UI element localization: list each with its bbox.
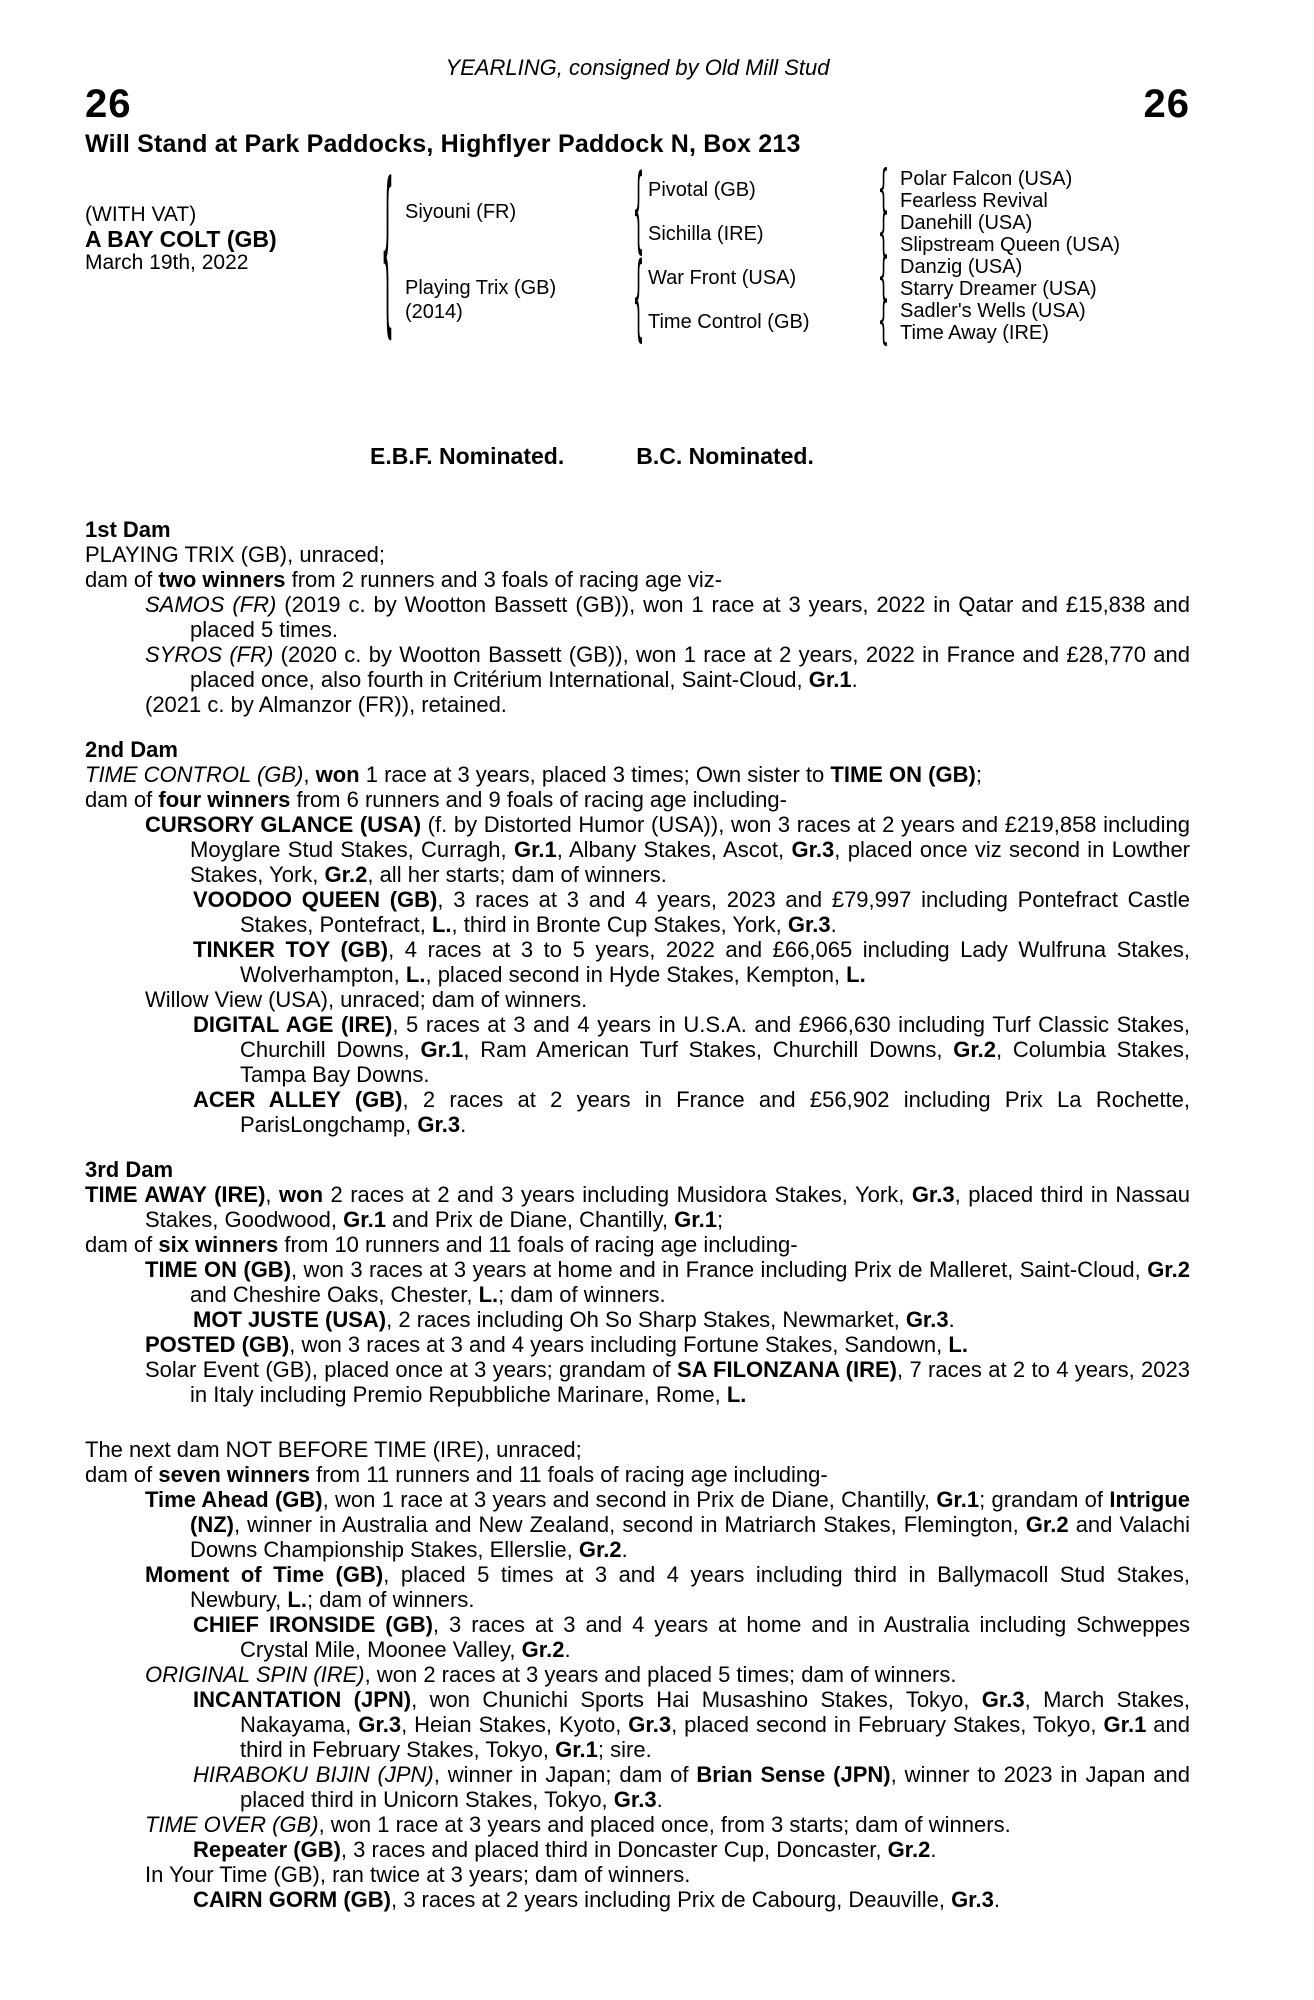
entry-text-segment: , won 1 race at 3 years and placed once, from 3 starts; dam of winners.	[318, 1812, 1011, 1837]
entry-text-segment: Brian Sense (JPN)	[696, 1762, 891, 1787]
pedigree-entry	[85, 937, 1190, 987]
entry-text-segment: , won 1 race at 3 years and second in Prix de Diane, Chantilly,	[322, 1487, 937, 1512]
entry-text-segment: Gr.1	[420, 1037, 464, 1062]
entry-text-segment: DIGITAL AGE (IRE)	[193, 1012, 393, 1037]
entry-text-segment: , 2 races including Oh So Sharp Stakes, Newmarket,	[386, 1307, 906, 1332]
entry-text-segment: TIME AWAY (IRE)	[85, 1182, 266, 1207]
entry-text-segment: and Valachi Downs Championship Stakes, Ellerslie,	[190, 1512, 1191, 1562]
entry-text-segment: Gr.2	[521, 1637, 565, 1662]
entry-text-segment: six winners	[158, 1232, 279, 1257]
entry-text-segment: SA FILONZANA (IRE)	[676, 1357, 897, 1382]
entry-text-segment: TIME CONTROL (GB)	[85, 762, 304, 787]
entry-text-segment: , 3 races at 3 and 4 years at home and in Australia including Schweppes Crystal Mile, Moonee Valley,	[240, 1612, 1190, 1662]
entry-text-segment: Gr.3	[628, 1712, 672, 1737]
entry-text-segment: Gr.2	[578, 1537, 622, 1562]
entry-text-segment: , 4 races at 3 to 5 years, 2022 and £66,065 including Lady Wulfruna Stakes, Wolverhampton,	[240, 937, 1190, 987]
entry-text-segment: Gr.1	[343, 1207, 386, 1232]
entry-text-segment: won	[279, 1182, 324, 1207]
sire-sire: Pivotal (GB)	[648, 179, 756, 201]
catalogue-body	[85, 517, 1190, 1912]
foaling-date: March 19th, 2022	[85, 251, 249, 274]
entry-text-segment: and Prix de Diane, Chantilly,	[385, 1207, 675, 1232]
pedigree-brace-g3-3: {	[877, 248, 890, 306]
entry-text-segment: , third in Bronte Cup Stakes, York,	[451, 912, 788, 937]
entry-text-segment: .	[851, 667, 858, 692]
dam-section	[85, 517, 1190, 717]
entry-text-segment: INCANTATION (JPN)	[193, 1687, 412, 1712]
sire-dam: Sichilla (IRE)	[648, 223, 764, 245]
ebf-nomination: E.B.F. Nominated.	[370, 443, 565, 469]
entry-text-segment: ; dam of winners.	[306, 1587, 475, 1612]
entry-text-segment: ACER ALLEY (GB)	[193, 1087, 403, 1112]
horse-id-block	[85, 204, 376, 308]
pedigree-table	[85, 151, 1190, 356]
entry-text-segment: Gr.1	[555, 1737, 598, 1762]
pedigree-entry	[85, 1307, 1190, 1332]
entry-text-segment: , placed 5 times at 3 and 4 years including third in Ballymacoll Stud Stakes, Newbury,	[190, 1562, 1191, 1612]
pedigree-entry	[85, 1887, 1190, 1912]
pedigree-entry	[85, 542, 1190, 567]
entry-text-segment: (2019 c. by Wootton Bassett (GB)), won 1 race at 3 years, 2022 in Qatar and £15,838 and placed 5 times.	[190, 592, 1190, 642]
bc-nomination: B.C. Nominated.	[636, 443, 814, 469]
lot-number-row	[85, 82, 1190, 130]
entry-text-segment: ; grandam of	[979, 1487, 1110, 1512]
entry-text-segment: four winners	[158, 787, 291, 812]
entry-text-segment: , 2 races at 2 years in France and £56,902 including Prix La Rochette, ParisLongchamp,	[240, 1087, 1190, 1137]
entry-text-segment: Gr.3	[911, 1182, 955, 1207]
entry-text-segment: (2020 c. by Wootton Bassett (GB)), won 1 race at 2 years, 2022 in France and £28,770 and placed once, also fourth in Critérium International, Saint-Cloud,	[190, 642, 1190, 692]
pedigree-entry	[85, 1087, 1190, 1137]
pedigree-entry	[85, 812, 1190, 887]
entry-text-segment: , Ram American Turf Stakes, Churchill Downs,	[463, 1037, 954, 1062]
pedigree-entry	[85, 567, 1190, 592]
pedigree-brace-main: {	[381, 151, 394, 356]
pedigree-entry	[85, 1487, 1190, 1562]
entry-text-segment: Gr.2	[324, 862, 368, 887]
pedigree-entry	[85, 1662, 1190, 1687]
entry-text-segment: and Cheshire Oaks, Chester,	[190, 1282, 479, 1307]
entry-text-segment: Gr.2	[1147, 1257, 1190, 1282]
entry-text-segment: , placed second in February Stakes, Tokyo,	[671, 1712, 1104, 1737]
entry-text-segment: Gr.1	[513, 837, 557, 862]
entry-text-segment: two winners	[158, 567, 286, 592]
entry-text-segment: won	[315, 762, 360, 787]
entry-text-segment: Gr.1	[674, 1207, 717, 1232]
pedigree-entry	[85, 987, 1190, 1012]
pedigree-entry	[85, 887, 1190, 937]
entry-text-segment: Gr.3	[787, 912, 831, 937]
horse-name: A BAY COLT (GB)	[85, 226, 277, 252]
sire-dam-dam: Slipstream Queen (USA)	[900, 234, 1121, 256]
entry-text-segment: CURSORY GLANCE (USA)	[145, 812, 422, 837]
entry-text-segment: ; sire.	[597, 1737, 652, 1762]
lot-number-right: 26	[1143, 82, 1190, 126]
entry-text-segment: In Your Time (GB), ran twice at 3 years; dam of winners.	[145, 1862, 691, 1887]
dam-sire: War Front (USA)	[648, 267, 797, 289]
entry-text-segment: Gr.3	[613, 1787, 657, 1812]
pedigree-brace-g3-2: {	[877, 204, 890, 262]
entry-text-segment: , won Chunichi Sports Hai Musashino Stakes, Tokyo,	[411, 1687, 982, 1712]
entry-text-segment: TIME OVER (GB)	[145, 1812, 319, 1837]
entry-text-segment: TIME ON (GB)	[830, 762, 976, 787]
entry-text-segment: dam of	[85, 1232, 159, 1257]
pedigree-brace-g3-1: {	[877, 160, 890, 218]
pedigree-entry	[85, 592, 1190, 642]
entry-text-segment: L.	[948, 1332, 968, 1357]
section-heading: 1st Dam	[85, 517, 171, 542]
pedigree-entry	[85, 1812, 1190, 1837]
entry-text-segment: Gr.3	[905, 1307, 949, 1332]
pedigree-entry	[85, 1562, 1190, 1612]
entry-text-segment: , March Stakes, Nakayama,	[240, 1687, 1190, 1737]
entry-text-segment: from 2 runners and 3 foals of racing age viz-	[285, 567, 723, 592]
entry-text-segment: .	[460, 1112, 467, 1137]
entry-text-segment: , 3 races at 2 years including Prix de Cabourg, Deauville,	[390, 1887, 952, 1912]
vat-note: (WITH VAT)	[85, 203, 197, 226]
entry-text-segment: , winner in Australia and New Zealand, second in Matriarch Stakes, Flemington,	[233, 1512, 1026, 1537]
entry-text-segment: SYROS (FR)	[145, 642, 274, 667]
entry-text-segment: Time Ahead (GB)	[145, 1487, 323, 1512]
pedigree-entry	[85, 692, 1190, 717]
pedigree-brace-dam: {	[632, 245, 645, 352]
entry-text-segment: L.	[405, 962, 426, 987]
entry-text-segment: from 11 runners and 11 foals of racing age including-	[310, 1462, 828, 1487]
entry-text-segment: (f. by Distorted Humor (USA)), won 3 races at 2 years and £219,858 including Moyglare Stud Stakes, Curragh,	[190, 812, 1191, 862]
section-heading: 2nd Dam	[85, 737, 178, 762]
entry-text-segment: ORIGINAL SPIN (IRE)	[145, 1662, 365, 1687]
entry-text-segment: The next dam NOT BEFORE TIME (IRE), unraced;	[85, 1437, 582, 1462]
entry-text-segment: Gr.3	[791, 837, 835, 862]
entry-text-segment: , all her starts; dam of winners.	[367, 862, 667, 887]
dam-section	[85, 1437, 1190, 1912]
entry-text-segment: .	[656, 1787, 663, 1812]
sire-name: Siyouni (FR)	[405, 201, 517, 223]
entry-text-segment: VOODOO QUEEN (GB)	[193, 887, 438, 912]
pedigree-entry	[85, 642, 1190, 692]
entry-text-segment: Gr.3	[417, 1112, 461, 1137]
entry-text-segment: Gr.1	[1103, 1712, 1147, 1737]
sire-sire-sire: Polar Falcon (USA)	[900, 168, 1073, 190]
entry-text-segment: Gr.1	[936, 1487, 980, 1512]
entry-text-segment: , 5 races at 3 and 4 years in U.S.A. and £966,630 including Turf Classic Stakes, Churchill Downs,	[240, 1012, 1190, 1062]
entry-text-segment: L.	[726, 1382, 747, 1407]
entry-text-segment: ,	[265, 1182, 280, 1207]
pedigree-entry	[85, 1182, 1190, 1232]
entry-text-segment: Repeater (GB)	[193, 1837, 341, 1862]
entry-text-segment: , won 3 races at 3 and 4 years including Fortune Stakes, Sandown,	[289, 1332, 949, 1357]
entry-text-segment: ,	[303, 762, 316, 787]
entry-text-segment: .	[993, 1887, 1000, 1912]
entry-text-segment: CAIRN GORM (GB)	[193, 1887, 391, 1912]
pedigree-brace-sire: {	[632, 157, 645, 264]
entry-text-segment: 1 race at 3 years, placed 3 times; Own sister to	[359, 762, 831, 787]
dam-name: Playing Trix (GB)	[405, 277, 557, 299]
entry-text-segment: TINKER TOY (GB)	[193, 937, 389, 962]
entry-text-segment: , 3 races and placed third in Doncaster Cup, Doncaster,	[340, 1837, 888, 1862]
pedigree-entry	[85, 1837, 1190, 1862]
entry-text-segment: L.	[431, 912, 452, 937]
entry-text-segment: Gr.2	[1025, 1512, 1069, 1537]
dam-year: (2014)	[405, 301, 463, 323]
nominations-line	[85, 444, 1190, 469]
entry-text-segment: .	[948, 1307, 955, 1332]
entry-text-segment: dam of	[85, 567, 159, 592]
entry-text-segment: Gr.1	[808, 667, 852, 692]
pedigree-entry	[85, 1332, 1190, 1357]
entry-text-segment: Gr.2	[953, 1037, 997, 1062]
entry-text-segment: Gr.3	[358, 1712, 402, 1737]
entry-text-segment: , placed second in Hyde Stakes, Kempton,	[425, 962, 847, 987]
sire-dam-sire: Danehill (USA)	[900, 212, 1033, 234]
dam-section	[85, 737, 1190, 1137]
entry-text-segment: , placed third in Nassau Stakes, Goodwood,	[145, 1182, 1191, 1232]
entry-text-segment: , placed once viz second in Lowther Stakes, York,	[190, 837, 1191, 887]
pedigree-entry	[85, 1357, 1190, 1407]
entry-text-segment: ; dam of winners.	[498, 1282, 666, 1307]
entry-text-segment: PLAYING TRIX (GB), unraced;	[85, 542, 385, 567]
entry-text-segment: Intrigue (NZ)	[190, 1487, 1190, 1537]
pedigree-entry	[85, 1762, 1190, 1812]
entry-text-segment: from 6 runners and 9 foals of racing age including-	[290, 787, 787, 812]
entry-text-segment: Solar Event (GB), placed once at 3 years; grandam of	[145, 1357, 677, 1382]
entry-text-segment: .	[830, 912, 837, 937]
entry-text-segment: L.	[287, 1587, 307, 1612]
pedigree-entry	[85, 1862, 1190, 1887]
entry-text-segment: , won 3 races at 3 years at home and in France including Prix de Malleret, Saint-Cloud,	[291, 1257, 1148, 1282]
entry-text-segment: (2021 c. by Almanzor (FR)), retained.	[145, 692, 507, 717]
stand-location-line: Will Stand at Park Paddocks, Highflyer Paddock N, Box 213	[85, 130, 801, 158]
entry-text-segment: , Columbia Stakes, Tampa Bay Downs.	[240, 1037, 1190, 1087]
entry-text-segment: , 3 races at 3 and 4 years, 2023 and £79,997 including Pontefract Castle Stakes, Pontefract,	[240, 887, 1191, 937]
entry-text-segment: CHIEF IRONSIDE (GB)	[193, 1612, 433, 1637]
entry-text-segment: Gr.3	[951, 1887, 994, 1912]
entry-text-segment: .	[621, 1537, 628, 1562]
entry-text-segment: Moment of Time (GB)	[145, 1562, 384, 1587]
entry-text-segment: , winner to 2023 in Japan and placed third in Unicorn Stakes, Tokyo,	[240, 1762, 1190, 1812]
dam-section	[85, 1157, 1190, 1407]
entry-text-segment: POSTED (GB)	[145, 1332, 290, 1357]
pedigree-brace-g3-4: {	[877, 292, 890, 350]
entry-text-segment: from 10 runners and 11 foals of racing age including-	[278, 1232, 798, 1257]
entry-text-segment: ;	[716, 1207, 724, 1232]
entry-text-segment: SAMOS (FR)	[145, 592, 277, 617]
dam-sire-dam: Starry Dreamer (USA)	[900, 278, 1097, 300]
dam-dam: Time Control (GB)	[648, 311, 810, 333]
entry-text-segment: , Heian Stakes, Kyoto,	[401, 1712, 629, 1737]
lot-number-left: 26	[85, 82, 132, 126]
entry-text-segment: Willow View (USA), unraced; dam of winners.	[145, 987, 588, 1012]
pedigree-entry	[85, 1257, 1190, 1307]
pedigree-entry	[85, 1012, 1190, 1087]
entry-text-segment: , winner in Japan; dam of	[433, 1762, 697, 1787]
entry-text-segment: L.	[478, 1282, 499, 1307]
entry-text-segment: MOT JUSTE (USA)	[193, 1307, 387, 1332]
entry-text-segment: Gr.3	[981, 1687, 1025, 1712]
entry-text-segment: , won 2 races at 3 years and placed 5 times; dam of winners.	[364, 1662, 957, 1687]
pedigree-entry	[85, 1687, 1190, 1762]
pedigree-entry	[85, 762, 1190, 787]
dam-dam-sire: Sadler's Wells (USA)	[900, 300, 1086, 322]
entry-text-segment: .	[930, 1837, 937, 1862]
entry-text-segment: HIRABOKU BIJIN (JPN)	[193, 1762, 434, 1787]
entry-text-segment: TIME ON (GB)	[145, 1257, 292, 1282]
entry-text-segment: dam of	[85, 1462, 159, 1487]
pedigree-entry	[85, 1437, 1190, 1462]
pedigree-entry	[85, 1232, 1190, 1257]
dam-sire-sire: Danzig (USA)	[900, 256, 1023, 278]
entry-text-segment: dam of	[85, 787, 159, 812]
dam-dam-dam: Time Away (IRE)	[900, 322, 1049, 344]
sire-sire-dam: Fearless Revival	[900, 190, 1048, 212]
entry-text-segment: 2 races at 2 and 3 years including Musidora Stakes, York,	[323, 1182, 912, 1207]
consign-line: YEARLING, consigned by Old Mill Stud	[445, 55, 830, 80]
dam-name-block	[405, 256, 627, 344]
pedigree-entry	[85, 1612, 1190, 1662]
entry-text-segment: Gr.2	[887, 1837, 931, 1862]
pedigree-entry	[85, 1462, 1190, 1487]
entry-text-segment: L.	[846, 962, 866, 987]
entry-text-segment: .	[564, 1637, 571, 1662]
entry-text-segment: ;	[975, 762, 982, 787]
pedigree-entry	[85, 787, 1190, 812]
entry-text-segment: , Albany Stakes, Ascot,	[556, 837, 792, 862]
entry-text-segment: , 7 races at 2 to 4 years, 2023 in Italy including Premio Repubbliche Marinare, Rome,	[190, 1357, 1191, 1407]
section-heading: 3rd Dam	[85, 1157, 174, 1182]
entry-text-segment: seven winners	[158, 1462, 311, 1487]
entry-text-segment: and third in February Stakes, Tokyo,	[240, 1712, 1190, 1762]
